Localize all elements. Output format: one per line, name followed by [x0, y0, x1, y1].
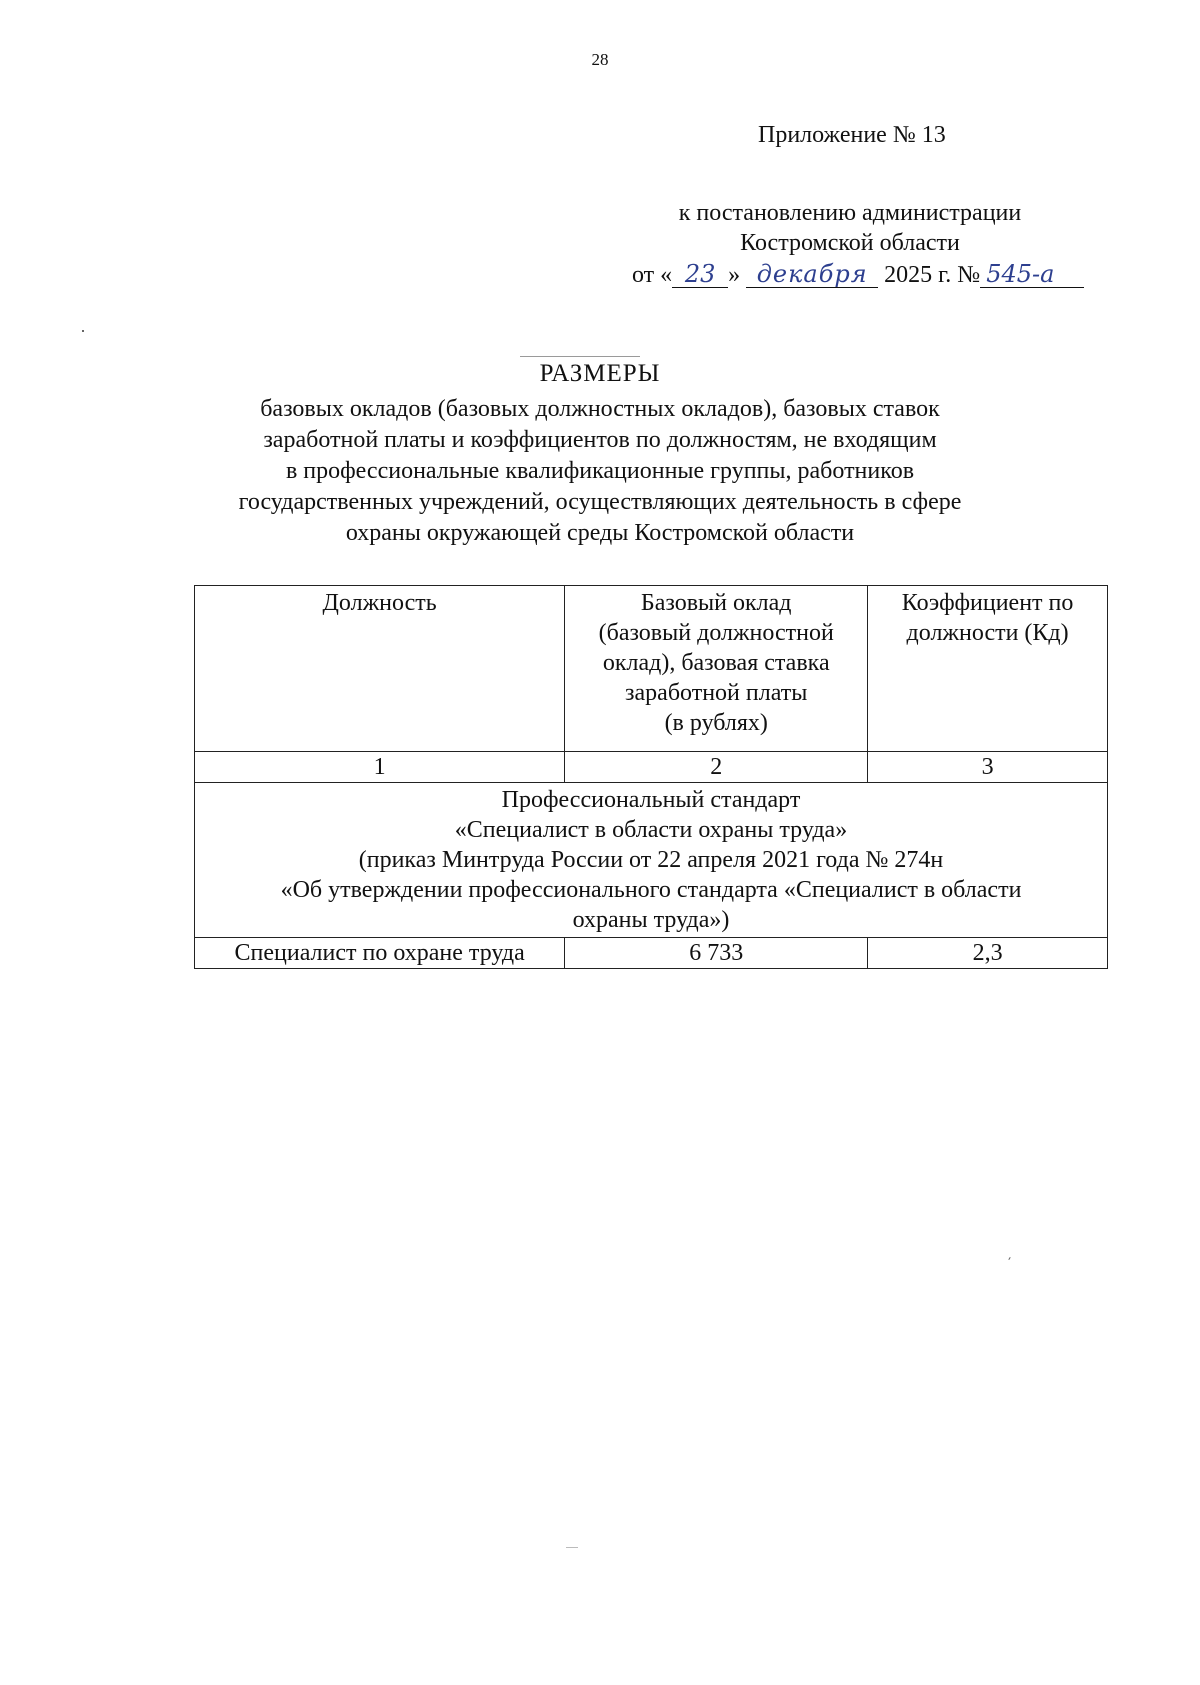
base-salary-cell: 6 733 — [565, 938, 868, 969]
header-line: Базовый оклад — [640, 590, 792, 616]
date-mid: » — [728, 262, 741, 288]
table-header-row — [195, 586, 1108, 752]
scan-speck — [1008, 1257, 1010, 1260]
standard-line: охраны труда») — [572, 907, 730, 933]
column-number: 1 — [195, 752, 565, 783]
rates-table — [194, 585, 1108, 969]
header-line: должности (Кд) — [906, 620, 1069, 646]
table-row — [195, 938, 1108, 969]
standard-line: (приказ Минтруда России от 22 апреля 2021 года № 274н — [358, 847, 944, 873]
subtitle-line: государственных учреждений, осуществляющих деятельность в сфере — [238, 489, 962, 515]
date-prefix: от « — [632, 262, 673, 288]
column-number: 2 — [565, 752, 868, 783]
faint-rule — [520, 356, 640, 357]
header-coefficient — [868, 586, 1108, 752]
standard-row — [195, 783, 1108, 938]
date-year: 2025 г. № — [884, 262, 981, 288]
column-number: 3 — [868, 752, 1108, 783]
column-number-row — [195, 752, 1108, 783]
handwritten-month: декабря — [746, 261, 878, 288]
document-subtitle — [200, 394, 1000, 549]
page-number: 28 — [591, 50, 609, 69]
standard-line: «Специалист в области охраны труда» — [454, 817, 848, 843]
subtitle-line: заработной платы и коэффициентов по должностям, не входящим — [263, 427, 937, 453]
header-line: (базовый должностной — [598, 620, 834, 646]
scan-speck — [566, 1547, 578, 1548]
subtitle-line: в профессиональные квалификационные группы, работников — [285, 458, 915, 484]
handwritten-day: 23 — [672, 261, 728, 288]
subtitle-line: охраны окружающей среды Костромской области — [345, 520, 855, 546]
handwritten-number: 545-а — [980, 261, 1084, 288]
position-cell: Специалист по охране труда — [195, 938, 565, 969]
header-base-salary — [565, 586, 868, 752]
coefficient-cell: 2,3 — [868, 938, 1108, 969]
header-line: Коэффициент по — [901, 590, 1074, 616]
subtitle-line: базовых окладов (базовых должностных окладов), базовых ставок — [260, 396, 940, 422]
header-line: заработной платы — [625, 680, 808, 706]
header-line: (в рублях) — [664, 710, 768, 736]
scan-speck — [82, 330, 84, 332]
standard-line: Профессиональный стандарт — [501, 787, 801, 813]
header-line: оклад), базовая ставка — [602, 650, 830, 676]
decree-reference-line-1: к постановлению администрации — [678, 200, 1022, 226]
appendix-title: Приложение № 13 — [758, 122, 946, 148]
decree-reference-line-2: Костромской области — [740, 230, 960, 256]
decree-date-line — [632, 260, 1055, 290]
header-position: Должность — [195, 586, 565, 752]
standard-line: «Об утверждении профессионального стандарта «Специалист в области — [280, 877, 1022, 903]
professional-standard-cell — [195, 783, 1108, 938]
document-title: РАЗМЕРЫ — [539, 360, 661, 387]
